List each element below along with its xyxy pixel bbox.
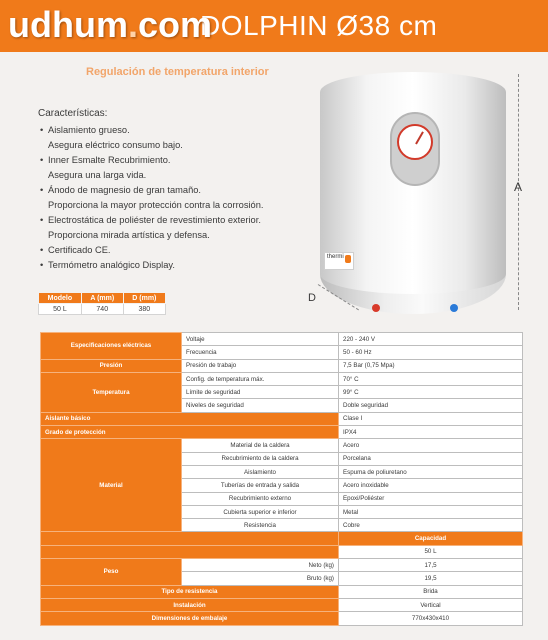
subtitle: Regulación de temperatura interior [86, 66, 269, 78]
spec-blank [41, 545, 339, 558]
spec-value: 7,5 Bar (0,75 Mpa) [339, 359, 523, 372]
spec-value: 50 - 60 Hz [339, 346, 523, 359]
spec-key: Límite de seguridad [182, 386, 339, 399]
spec-capacity-header: Capacidad [339, 532, 523, 545]
spec-key: Voltaje [182, 333, 339, 346]
features-list [40, 123, 330, 273]
spec-value: 50 L [339, 545, 523, 558]
table-cell: 50 L [39, 304, 82, 315]
spec-section-installation: Instalación [41, 598, 339, 611]
feature-item: • Inner Esmalte Recubrimiento. Asegura una larga vida. [40, 155, 171, 180]
table-cell: 380 [123, 304, 165, 315]
spec-value: 220 - 240 V [339, 333, 523, 346]
spec-value: IPX4 [339, 426, 523, 439]
dimension-label-d: D [308, 292, 316, 304]
spec-value: Cobre [339, 519, 523, 532]
spec-key: Recubrimiento externo [182, 492, 339, 505]
spec-value: Epoxi/Poliéster [339, 492, 523, 505]
feature-item: • Aislamiento grueso. Asegura eléctrico consumo bajo. [40, 125, 183, 150]
spec-section-temperature: Temperatura [41, 372, 182, 412]
table-row [41, 612, 523, 625]
spec-section-pressure: Presión [41, 359, 182, 372]
dimension-label-a: A [514, 180, 523, 194]
water-heater-image [300, 66, 530, 316]
spec-value: Brida [339, 585, 523, 598]
spec-value: Espuma de poliuretano [339, 465, 523, 478]
spec-key: Bruto (kg) [182, 572, 339, 585]
feature-item: • Electrostática de poliéster de revestimiento exterior. Proporciona mirada artística y defensa. [40, 215, 261, 240]
spec-key: Recubrimiento de la caldera [182, 452, 339, 465]
cold-pipe-icon [450, 304, 458, 312]
table-row [41, 532, 523, 545]
spec-blank [41, 532, 339, 545]
spec-key: Neto (kg) [182, 559, 339, 572]
spec-section-insulation: Aislante básico [41, 412, 339, 425]
spec-value: Vertical [339, 598, 523, 611]
spec-value: Metal [339, 505, 523, 518]
spec-section-material: Material [41, 439, 182, 532]
spec-section-weight: Peso [41, 559, 182, 586]
table-row [41, 439, 523, 452]
feature-item: • Termómetro analógico Display. [40, 260, 175, 270]
spec-key: Config. de temperatura máx. [182, 372, 339, 385]
spec-key: Material de la caldera [182, 439, 339, 452]
spec-section-resistance-type: Tipo de resistencia [41, 585, 339, 598]
thermometer-panel [390, 112, 440, 186]
spec-value: Clase I [339, 412, 523, 425]
hot-pipe-icon [372, 304, 380, 312]
spec-section-package: Dimensiones de embalaje [41, 612, 339, 625]
feature-item: • Ánodo de magnesio de gran tamaño. Proporciona la mayor protección contra la corrosión. [40, 185, 264, 210]
spec-value: 19,5 [339, 572, 523, 585]
spec-key: Frecuencia [182, 346, 339, 359]
table-header: A (mm) [81, 293, 123, 304]
thermometer-dial-icon [397, 124, 433, 160]
table-row [41, 333, 523, 346]
table-cell: 740 [81, 304, 123, 315]
table-header: D (mm) [123, 293, 165, 304]
spec-key: Cubierta superior e inferior [182, 505, 339, 518]
feature-item: • Certificado CE. [40, 245, 111, 255]
table-row [41, 412, 523, 425]
spec-value: Acero [339, 439, 523, 452]
page-title: DOLPHIN Ø38 cm [200, 10, 438, 41]
spec-value: 70° C [339, 372, 523, 385]
spec-value: Doble seguridad [339, 399, 523, 412]
spec-table [40, 332, 523, 626]
table-row [41, 426, 523, 439]
spec-value: Acero inoxidable [339, 479, 523, 492]
spec-value: 770x430x410 [339, 612, 523, 625]
spec-key: Tuberías de entrada y salida [182, 479, 339, 492]
features-heading: Características: [38, 108, 108, 119]
spec-section-electric: Especificaciones eléctricas [41, 333, 182, 360]
table-header: Modelo [39, 293, 82, 304]
table-row [41, 598, 523, 611]
spec-value: Porcelana [339, 452, 523, 465]
spec-key: Aislamiento [182, 465, 339, 478]
spec-value: 99° C [339, 386, 523, 399]
spec-section-protection: Grado de protección [41, 426, 339, 439]
table-row [41, 372, 523, 385]
table-row [41, 359, 523, 372]
table-row [41, 559, 523, 572]
model-table [38, 292, 166, 315]
table-row [41, 545, 523, 558]
spec-key: Niveles de seguridad [182, 399, 339, 412]
table-row [41, 585, 523, 598]
watermark-logo: udhum.com [8, 4, 213, 45]
brand-label: thermi [324, 252, 354, 270]
spec-value: 17,5 [339, 559, 523, 572]
spec-key: Presión de trabajo [182, 359, 339, 372]
spec-key: Resistencia [182, 519, 339, 532]
